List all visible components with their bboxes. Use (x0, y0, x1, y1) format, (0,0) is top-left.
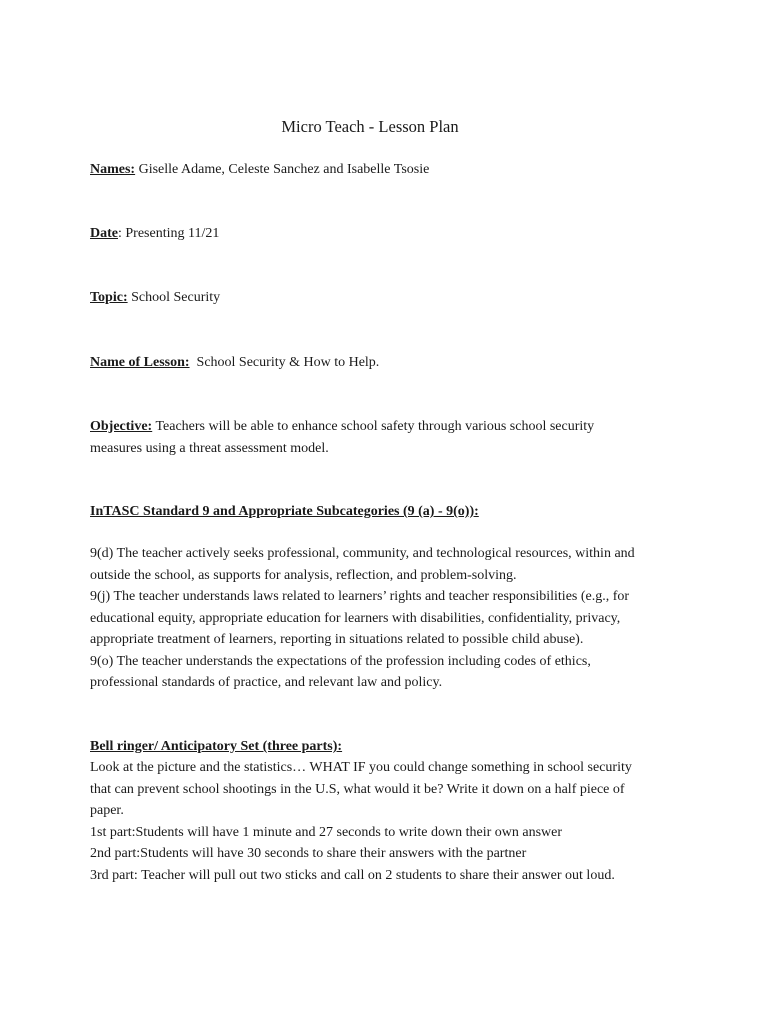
bell-ringer-heading: Bell ringer/ Anticipatory Set (three parts): (90, 739, 343, 754)
topic-label: Topic: (90, 290, 128, 305)
lesson-name-line (90, 352, 379, 374)
intasc-line: professional standards of practice, and relevant law and policy. (90, 675, 443, 690)
bell-ringer-line: 2nd part:Students will have 30 seconds to share their answers with the partner (90, 846, 527, 861)
intasc-line: 9(d) The teacher actively seeks professional, community, and technological resources, within and (90, 546, 635, 561)
names-label: Names: (90, 162, 136, 177)
bell-ringer-line: 1st part:Students will have 1 minute and 27 seconds to write down their own answer (90, 824, 563, 840)
bell-ringer-line: Look at the picture and the statistics… WHAT IF you could change something in school security (90, 760, 632, 775)
names-value: Giselle Adame, Celeste Sanchez and Isabelle Tsosie (135, 162, 430, 177)
names-line (90, 159, 429, 181)
intasc-standards (90, 543, 690, 694)
topic-value: School Security (127, 290, 221, 305)
objective-label: Objective: (90, 419, 153, 434)
bell-ringer-line: 3rd part: Teacher will pull out two sticks and call on 2 students to share their answer out loud. (90, 867, 615, 883)
intasc-heading: InTASC Standard 9 and Appropriate Subcategories (9 (a) - 9(o)): (90, 504, 479, 519)
document-title: Micro Teach - Lesson Plan (281, 117, 459, 136)
intasc-line: educational equity, appropriate education for learners with disabilities, confidentiality, privacy, (90, 610, 621, 626)
topic-line (90, 287, 220, 309)
date-label: Date (90, 226, 118, 241)
date-line (90, 223, 219, 245)
intasc-line: appropriate treatment of learners, reporting in situations related to possible child abuse). (90, 632, 584, 647)
objective-value: Teachers will be able to enhance school safety through various school security (152, 419, 595, 434)
intasc-line: outside the school, as supports for analysis, reflection, and problem-solving. (90, 567, 517, 583)
objective-paragraph (90, 416, 690, 459)
date-value: : Presenting 11/21 (118, 226, 220, 241)
lesson-name-label: Name of Lesson: (90, 355, 190, 370)
intasc-line: 9(o) The teacher understands the expectations of the profession including codes of ethics, (90, 653, 591, 669)
bell-ringer-line: paper. (90, 803, 124, 818)
intasc-line: 9(j) The teacher understands laws related to learners’ rights and teacher responsibilities (e.g., for (90, 589, 630, 604)
objective-value-continued: measures using a threat assessment model. (90, 440, 329, 456)
bell-ringer-body (90, 757, 690, 886)
lesson-name-value: School Security & How to Help. (189, 355, 380, 370)
bell-ringer-line: that can prevent school shootings in the U.S, what would it be? Write it down on a half piece of (90, 781, 625, 797)
